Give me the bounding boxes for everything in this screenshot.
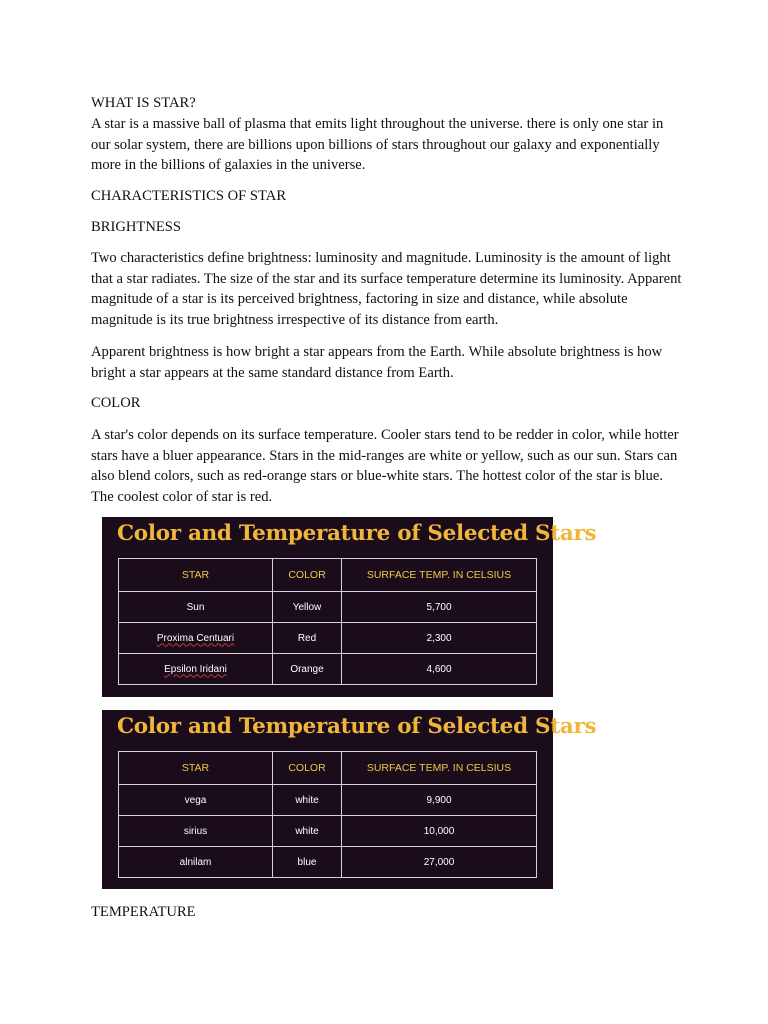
table-header-row	[119, 752, 537, 785]
header-star: STAR	[119, 559, 273, 592]
paragraph-color: A star's color depends on its surface temperature. Cooler stars tend to be redder in color, while hotter stars have a bluer appearance. Stars in the mid-ranges are white or yellow, such as our sun. Stars can also blend colors, such as red-orange stars or blue-white stars. The hottest color of the star is blue. The coolest color of star is red.	[91, 427, 679, 505]
cell-star	[119, 623, 273, 654]
star-color-table	[118, 558, 537, 685]
heading-temperature: TEMPERATURE	[91, 904, 196, 920]
table-title: Color and Temperature of Selected Stars	[117, 714, 597, 739]
star-color-table	[118, 751, 537, 878]
header-surface-temp: SURFACE TEMP. IN CELSIUS	[342, 559, 537, 592]
heading-what-is-star: WHAT IS STAR?	[91, 95, 196, 111]
table-row	[119, 592, 537, 623]
heading-brightness: BRIGHTNESS	[91, 219, 182, 235]
cell-color: Yellow	[273, 592, 342, 623]
paragraph-brightness: Two characteristics define brightness: luminosity and magnitude. Luminosity is the amount of light that a star radiates. The size of the star and its surface temperature determine its luminosity. Apparent magnitude of a star is its perceived brightness, factoring in size and distance, while absolute magnitude is its true brightness irrespective of its distance from earth.	[91, 250, 682, 328]
cell-temp: 10,000	[342, 816, 537, 847]
table-row	[119, 623, 537, 654]
star-table-image-2	[102, 710, 597, 889]
header-color: COLOR	[273, 752, 342, 785]
header-surface-temp: SURFACE TEMP. IN CELSIUS	[342, 752, 537, 785]
cell-color: white	[273, 816, 342, 847]
cell-star: Sun	[119, 592, 273, 623]
heading-characteristics: CHARACTERISTICS OF STAR	[91, 188, 287, 204]
paragraph-apparent-brightness: Apparent brightness is how bright a star appears from the Earth. While absolute brightness is how bright a star appears at the same standard distance from Earth.	[91, 344, 663, 381]
table-row	[119, 654, 537, 685]
cell-star	[119, 654, 273, 685]
cell-temp: 5,700	[342, 592, 537, 623]
cell-color: Red	[273, 623, 342, 654]
cell-temp: 2,300	[342, 623, 537, 654]
cell-star: sirius	[119, 816, 273, 847]
cell-star-text: Epsilon Iridani	[164, 663, 227, 675]
cell-temp: 4,600	[342, 654, 537, 685]
table-header-row	[119, 559, 537, 592]
paragraph-definition: A star is a massive ball of plasma that emits light throughout the universe. there is only one star in our solar system, there are billions upon billions of stars throughout our galaxy and exponentially more in the billions of galaxies in the universe.	[91, 116, 664, 174]
table-row	[119, 847, 537, 878]
cell-color: white	[273, 785, 342, 816]
cell-temp: 9,900	[342, 785, 537, 816]
header-color: COLOR	[273, 559, 342, 592]
table-row	[119, 785, 537, 816]
cell-color: Orange	[273, 654, 342, 685]
cell-star: alnilam	[119, 847, 273, 878]
table-row	[119, 816, 537, 847]
cell-color: blue	[273, 847, 342, 878]
star-table-image-1	[102, 517, 597, 697]
header-star: STAR	[119, 752, 273, 785]
cell-star: vega	[119, 785, 273, 816]
cell-temp: 27,000	[342, 847, 537, 878]
heading-color: COLOR	[91, 395, 141, 411]
table-title: Color and Temperature of Selected Stars	[117, 521, 597, 546]
cell-star-text: Proxima Centuari	[156, 632, 235, 644]
